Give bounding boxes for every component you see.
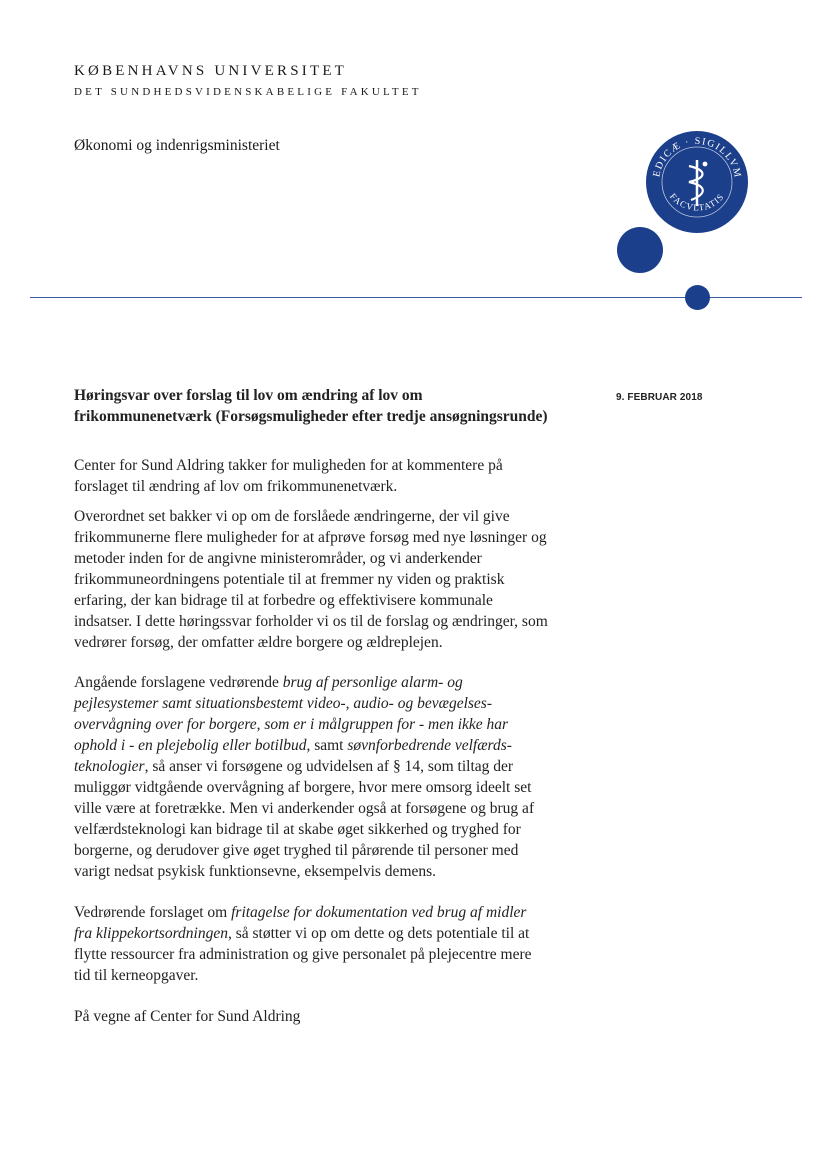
text-line: ophold i - en plejebolig eller botilbud, samt søvnforbedrende velfærds-	[74, 737, 512, 754]
paragraph-intro	[74, 455, 604, 497]
text-line: erfaring, der kan bidrage til at forbedre og effektivisere kommunale	[74, 592, 493, 609]
letter-date: 9. FEBRUAR 2018	[616, 392, 703, 403]
svg-text:FACVLTATIS: FACVLTATIS	[667, 191, 727, 213]
text-line: Vedrørende forslaget om fritagelse for dokumentation ved brug af midler	[74, 904, 527, 921]
university-seal-logo	[645, 130, 749, 234]
letter-title-line: frikommunenetværk (Forsøgsmuligheder efter tredje ansøgningsrunde)	[74, 408, 548, 425]
text-line: frikommunerne flere muligheder for at afprøve forsøg med nye løsninger og	[74, 529, 547, 546]
header-rule-dot	[685, 285, 710, 310]
text-line: indsatser. I dette høringssvar forholder vi os til de forslag og ændringer, som	[74, 613, 548, 630]
text-line: ville være at foretrække. Men vi anderkender også at forsøgene og brug af	[74, 800, 535, 817]
text-line: Overordnet set bakker vi op om de forslåede ændringerne, der vil give	[74, 508, 510, 525]
text-line: borgerne, og derudover give øget tryghed til pårørende til personer med	[74, 842, 519, 859]
text-line: frikommuneordningens potentiale til at fremmer ny viden og praktisk	[74, 571, 505, 588]
university-name: KØBENHAVNS UNIVERSITET	[74, 63, 348, 79]
paragraph-documentation	[74, 902, 604, 986]
recipient: Økonomi og indenrigsministeriet	[74, 137, 280, 154]
letter-title-line: Høringsvar over forslag til lov om ændring af lov om	[74, 387, 423, 404]
text-line: muliggør vidtgående overvågning af borgere, hvor mere omsorg ideelt set	[74, 779, 532, 796]
text-line: pejlesystemer samt situationsbestemt video-, audio- og bevægelses-	[74, 695, 492, 712]
paragraph-alarm-systems	[74, 672, 604, 882]
text-line: forslaget til ændring af lov om frikommunenetværk.	[74, 478, 398, 495]
faculty-name: DET SUNDHEDSVIDENSKABELIGE FAKULTET	[74, 86, 422, 98]
text-line: vedrører forsøg, der omfatter ældre borgere og ældreplejen.	[74, 634, 443, 651]
paragraph-overview	[74, 506, 604, 653]
text-line: teknologier, så anser vi forsøgene og udvidelsen af § 14, som tiltag der	[74, 758, 514, 775]
text-line: Angående forslagene vedrørende brug af personlige alarm- og	[74, 674, 463, 691]
text-line: varigt nedsat psykisk funktionsevne, eksempelvis demens.	[74, 863, 437, 880]
decorative-circle	[617, 227, 663, 273]
text-line: metoder inden for de angivne ministerområder, og vi anderkender	[74, 550, 482, 567]
svg-text:MEDICÆ · SIGILLVM ·: EDICÆ · SIGILLVM	[651, 135, 744, 180]
text-line: flytte ressourcer fra administration og give personalet på plejecentre mere	[74, 946, 532, 963]
text-line: Center for Sund Aldring takker for muligheden for at kommentere på	[74, 457, 503, 474]
text-line: velfærdsteknologi kan bidrage til at skabe øget sikkerhed og tryghed for	[74, 821, 521, 838]
text-line: tid til kerneopgaver.	[74, 967, 199, 984]
text-line: fra klippekortsordningen, så støtter vi op om dette og dets potentiale til at	[74, 925, 530, 942]
letter-title	[74, 385, 594, 427]
closing-signature: På vegne af Center for Sund Aldring	[74, 1008, 301, 1025]
text-line: overvågning over for borgere, som er i målgruppen for - men ikke har	[74, 716, 509, 733]
